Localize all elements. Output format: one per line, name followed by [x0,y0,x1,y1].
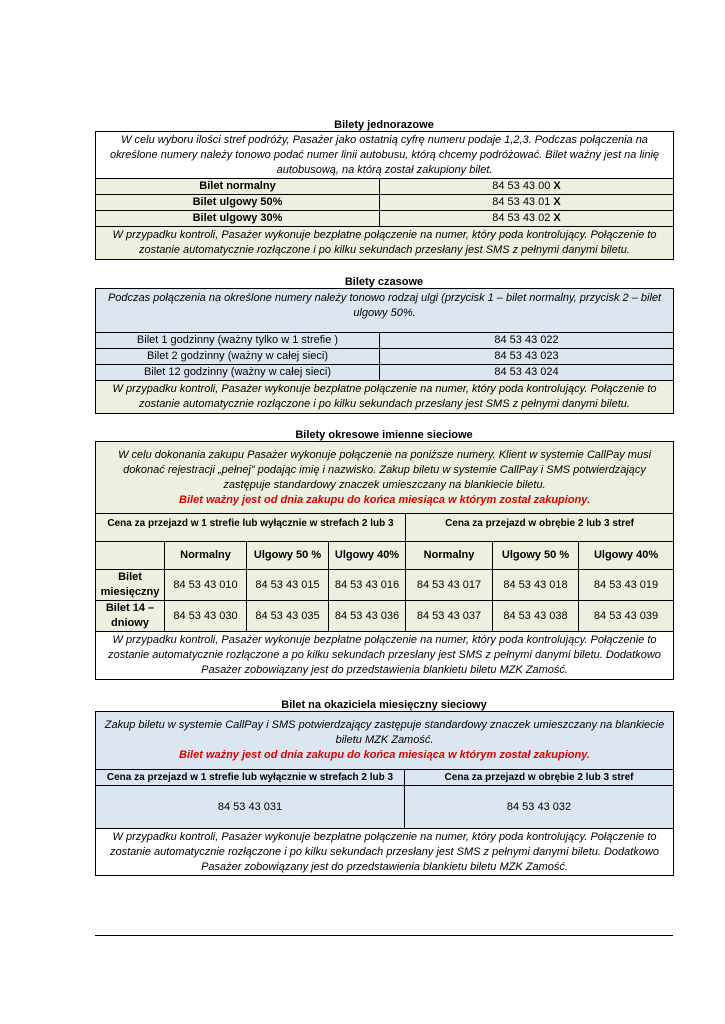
table-row [96,349,674,365]
bearer-validity-text: Bilet ważny jest od dnia zakupu do końca miesiąca w którym został zakupiony. [179,749,590,761]
empty-header-cell [96,542,165,570]
zone-a-header: Cena za przejazd w 1 strefie lub wyłącznie w strefach 2 lub 3 [96,770,405,786]
control-note: W przypadku kontroli, Pasażer wykonuje bezpłatne połączenie na numer, który poda kontrolujący. Połączenie to zostanie automatycznie rozłączone i po kilku sekundach przesłany jest SMS z pełnymi danymi biletu. [96,381,674,414]
single-tickets-table [95,131,674,260]
section4-title: Bilet na okaziciela miesięczny sieciowy [281,699,487,711]
table-row [96,179,674,195]
bearer-ticket-intro [96,712,674,770]
table-row [96,195,674,211]
ticket-number: 84 53 43 035 [247,601,329,632]
ticket-number: 84 53 43 02 X [380,211,674,227]
ticket-number: 84 53 43 022 [380,333,674,349]
ticket-number: 84 53 43 016 [329,570,406,601]
ticket-label: Bilet 2 godzinny (ważny w całej sieci) [96,349,380,365]
ticket-number: 84 53 43 019 [579,570,674,601]
time-tickets-table [95,288,674,414]
section2-title: Bilety czasowe [344,276,424,288]
column-header: Ulgowy 40% [579,542,674,570]
column-header: Normalny [165,542,247,570]
ticket-number: 84 53 43 037 [406,601,493,632]
footer-divider [95,935,673,936]
column-header: Normalny [406,542,493,570]
ticket-number: 84 53 43 017 [406,570,493,601]
ticket-label: Bilet 12 godzinny (ważny w całej sieci) [96,365,380,381]
table-row [96,365,674,381]
ticket-label: Bilet miesięczny [96,570,165,601]
ticket-label: Bilet ulgowy 30% [96,211,380,227]
control-note: W przypadku kontroli, Pasażer wykonuje bezpłatne połączenie na numer, który poda kontrolujący. Połączenie to zostanie automatycznie rozłączone i po kilku sekundach przesłany jest SMS z pełnymi danymi biletu. Dodatkowo Pasażer zobowiązany jest do przedstawienia blankietu biletu MZK Zamość. [96,829,674,876]
column-header: Ulgowy 50 % [247,542,329,570]
ticket-number: 84 53 43 031 [96,786,405,829]
bearer-ticket-table [95,711,674,876]
single-tickets-intro: W celu wyboru ilości stref podróży, Pasażer jako ostatnią cyfrę numeru podaje 1,2,3. Podczas połączenia na określone numery należy tonowo podać numer linii autobusu, którą chcemy podróżować. Bilet ważny jest na linię autobusową, na którą został zakupiony bilet. [96,132,674,179]
section3-title: Bilety okresowe imienne sieciowe [295,429,473,441]
ticket-number: 84 53 43 00 X [380,179,674,195]
zone-b-header: Cena za przejazd w obrębie 2 lub 3 stref [406,514,674,542]
season-tickets-table [95,441,674,680]
time-tickets-intro: Podczas połączenia na określone numery należy tonowo rodzaj ulgi (przycisk 1 – bilet normalny, przycisk 2 – bilet ulgowy 50%. [96,289,674,333]
control-note: W przypadku kontroli, Pasażer wykonuje bezpłatne połączenie na numer, który poda kontrolujący. Połączenie to zostanie automatycznie rozłączone i po kilku sekundach przesłany jest SMS z pełnymi danymi biletu. [96,227,674,260]
table-row [96,786,674,829]
section1-title: Bilety jednorazowe [334,119,434,131]
ticket-label: Bilet ulgowy 50% [96,195,380,211]
zone-a-header: Cena za przejazd w 1 strefie lub wyłącznie w strefach 2 lub 3 [96,514,406,542]
ticket-number: 84 53 43 032 [405,786,674,829]
ticket-number: 84 53 43 030 [165,601,247,632]
table-row [96,601,674,632]
table-row [96,333,674,349]
bearer-intro-text: Zakup biletu w systemie CallPay i SMS potwierdzający zastępuje standardowy znaczek umieszczany na blankiecie biletu MZK Zamość. [104,719,665,746]
ticket-label: Bilet 1 godzinny (ważny tylko w 1 strefie ) [96,333,380,349]
zone-b-header: Cena za przejazd w obrębie 2 lub 3 stref [405,770,674,786]
ticket-number: 84 53 43 039 [579,601,674,632]
column-header: Ulgowy 50 % [493,542,579,570]
ticket-number: 84 53 43 018 [493,570,579,601]
control-note: W przypadku kontroli, Pasażer wykonuje bezpłatne połączenie na numer, który poda kontrolujący. Połączenie to zostanie automatycznie rozłączone a po kilku sekundach przesłany jest SMS z pełnymi danymi biletu. Dodatkowo Pasażer zobowiązany jest do przedstawienia blankietu biletu MZK Zamość. [96,632,674,680]
ticket-number: 84 53 43 036 [329,601,406,632]
season-validity-text: Bilet ważny jest od dnia zakupu do końca miesiąca w którym został zakupiony. [179,493,591,506]
ticket-number: 84 53 43 024 [380,365,674,381]
ticket-number: 84 53 43 01 X [380,195,674,211]
ticket-label: Bilet normalny [96,179,380,195]
ticket-number: 84 53 43 010 [165,570,247,601]
season-tickets-intro [96,442,674,514]
ticket-number: 84 53 43 015 [247,570,329,601]
ticket-number: 84 53 43 038 [493,601,579,632]
table-row [96,211,674,227]
table-row [96,570,674,601]
ticket-number: 84 53 43 023 [380,349,674,365]
season-intro-text: W celu dokonania zakupu Pasażer wykonuje połączenie na poniższe numery. Klient w systemie CallPay musi dokonać rejestracji „pełnej” podając imię i nazwisko. Zakup biletu w systemie CallPay i SMS potwierdzający zastępuje standardowy znaczek umieszczany na blankiecie biletu. [118,448,652,491]
column-header: Ulgowy 40% [329,542,406,570]
ticket-label: Bilet 14 – dniowy [96,601,165,632]
